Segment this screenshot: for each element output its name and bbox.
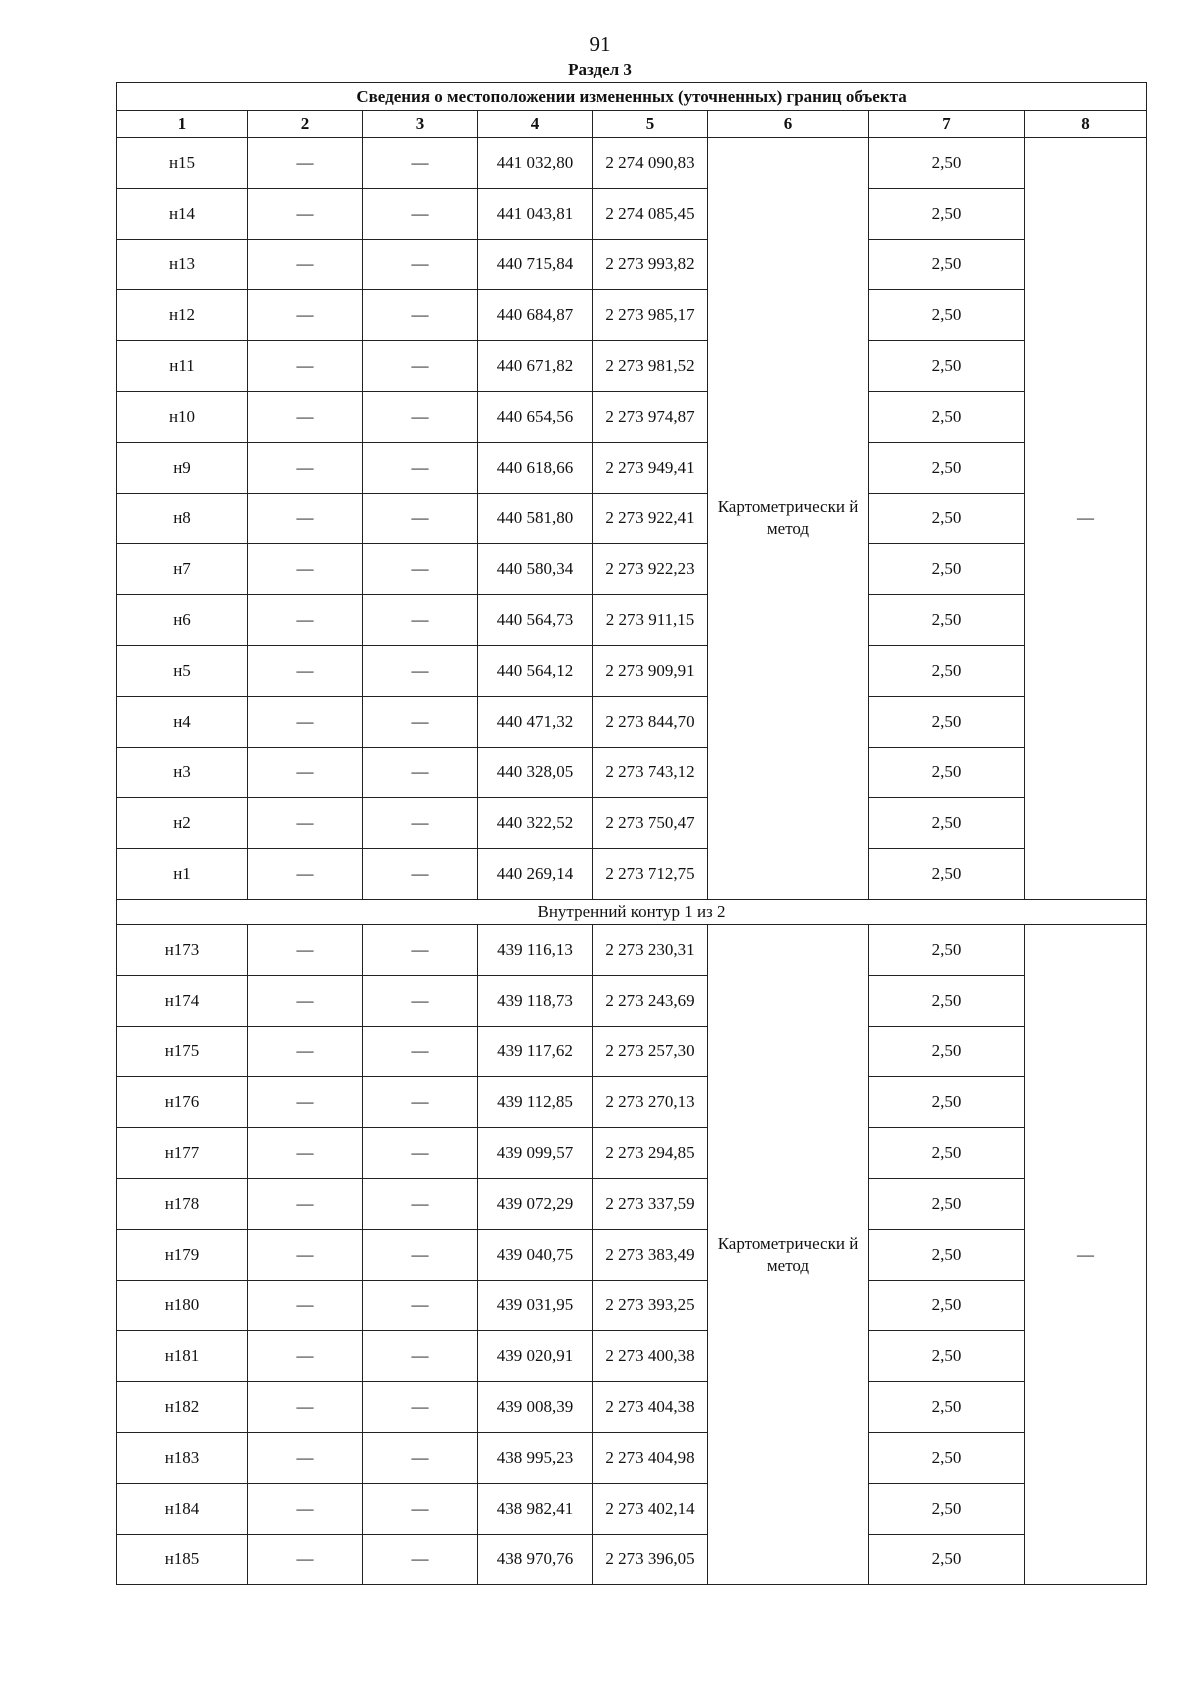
x-coordinate-cell: 439 072,29 (478, 1178, 593, 1229)
point-name-cell: н2 (117, 798, 248, 849)
column-number: 7 (869, 111, 1025, 138)
column-3-cell: — (363, 1483, 478, 1534)
point-name-cell: н185 (117, 1534, 248, 1585)
y-coordinate-cell: 2 273 294,85 (593, 1128, 708, 1179)
point-name-cell: н15 (117, 138, 248, 189)
column-3-cell: — (363, 849, 478, 900)
accuracy-cell: 2,50 (869, 849, 1025, 900)
table-row (117, 341, 1147, 392)
point-name-cell: н180 (117, 1280, 248, 1331)
point-name-cell: н7 (117, 544, 248, 595)
accuracy-cell: 2,50 (869, 1077, 1025, 1128)
point-name-cell: н13 (117, 239, 248, 290)
accuracy-cell: 2,50 (869, 645, 1025, 696)
y-coordinate-cell: 2 273 396,05 (593, 1534, 708, 1585)
x-coordinate-cell: 439 031,95 (478, 1280, 593, 1331)
y-coordinate-cell: 2 273 393,25 (593, 1280, 708, 1331)
column-3-cell: — (363, 975, 478, 1026)
column-number: 3 (363, 111, 478, 138)
table-row (117, 1483, 1147, 1534)
accuracy-cell: 2,50 (869, 493, 1025, 544)
accuracy-cell: 2,50 (869, 798, 1025, 849)
y-coordinate-cell: 2 273 844,70 (593, 696, 708, 747)
accuracy-cell: 2,50 (869, 290, 1025, 341)
x-coordinate-cell: 440 715,84 (478, 239, 593, 290)
accuracy-cell: 2,50 (869, 595, 1025, 646)
x-coordinate-cell: 439 040,75 (478, 1229, 593, 1280)
column-2-cell: — (248, 1026, 363, 1077)
table-row (117, 138, 1147, 189)
column-3-cell: — (363, 1229, 478, 1280)
x-coordinate-cell: 439 008,39 (478, 1382, 593, 1433)
point-name-cell: н175 (117, 1026, 248, 1077)
point-name-cell: н174 (117, 975, 248, 1026)
y-coordinate-cell: 2 273 257,30 (593, 1026, 708, 1077)
table-row (117, 1331, 1147, 1382)
point-name-cell: н11 (117, 341, 248, 392)
accuracy-cell: 2,50 (869, 1331, 1025, 1382)
table-row (117, 493, 1147, 544)
y-coordinate-cell: 2 273 922,23 (593, 544, 708, 595)
column-3-cell: — (363, 924, 478, 975)
accuracy-cell: 2,50 (869, 747, 1025, 798)
y-coordinate-cell: 2 273 750,47 (593, 798, 708, 849)
column-3-cell: — (363, 290, 478, 341)
column-2-cell: — (248, 391, 363, 442)
y-coordinate-cell: 2 274 085,45 (593, 188, 708, 239)
column-3-cell: — (363, 442, 478, 493)
accuracy-cell: 2,50 (869, 1178, 1025, 1229)
column-2-cell: — (248, 1280, 363, 1331)
point-name-cell: н12 (117, 290, 248, 341)
table-row (117, 595, 1147, 646)
table-row (117, 645, 1147, 696)
point-name-cell: н1 (117, 849, 248, 900)
x-coordinate-cell: 440 564,73 (478, 595, 593, 646)
table-row (117, 1178, 1147, 1229)
column-3-cell: — (363, 798, 478, 849)
column-2-cell: — (248, 138, 363, 189)
y-coordinate-cell: 2 273 404,98 (593, 1432, 708, 1483)
table-row (117, 1026, 1147, 1077)
point-name-cell: н10 (117, 391, 248, 442)
y-coordinate-cell: 2 273 911,15 (593, 595, 708, 646)
column-2-cell: — (248, 239, 363, 290)
x-coordinate-cell: 440 580,34 (478, 544, 593, 595)
point-name-cell: н176 (117, 1077, 248, 1128)
column-2-cell: — (248, 188, 363, 239)
column-3-cell: — (363, 341, 478, 392)
section-title: Раздел 3 (568, 60, 632, 79)
y-coordinate-cell: 2 273 383,49 (593, 1229, 708, 1280)
method-cell: Картометрически й метод (708, 924, 869, 1584)
point-name-cell: н6 (117, 595, 248, 646)
y-coordinate-cell: 2 273 230,31 (593, 924, 708, 975)
accuracy-cell: 2,50 (869, 188, 1025, 239)
table-row (117, 696, 1147, 747)
column-3-cell: — (363, 391, 478, 442)
accuracy-cell: 2,50 (869, 1534, 1025, 1585)
column-2-cell: — (248, 1128, 363, 1179)
column-2-cell: — (248, 747, 363, 798)
table-row (117, 798, 1147, 849)
column-3-cell: — (363, 1382, 478, 1433)
column-2-cell: — (248, 341, 363, 392)
table-body (117, 138, 1147, 1585)
column-2-cell: — (248, 595, 363, 646)
x-coordinate-cell: 440 684,87 (478, 290, 593, 341)
column-2-cell: — (248, 1229, 363, 1280)
y-coordinate-cell: 2 273 400,38 (593, 1331, 708, 1382)
y-coordinate-cell: 2 273 949,41 (593, 442, 708, 493)
table-row (117, 924, 1147, 975)
y-coordinate-cell: 2 273 712,75 (593, 849, 708, 900)
column-2-cell: — (248, 1331, 363, 1382)
contour-label: Внутренний контур 1 из 2 (117, 899, 1147, 924)
table-row (117, 239, 1147, 290)
column-3-cell: — (363, 595, 478, 646)
table-row (117, 544, 1147, 595)
column-3-cell: — (363, 493, 478, 544)
column-2-cell: — (248, 645, 363, 696)
column-number: 2 (248, 111, 363, 138)
column-2-cell: — (248, 1178, 363, 1229)
column-number: 4 (478, 111, 593, 138)
x-coordinate-cell: 438 995,23 (478, 1432, 593, 1483)
y-coordinate-cell: 2 273 993,82 (593, 239, 708, 290)
column-2-cell: — (248, 924, 363, 975)
y-coordinate-cell: 2 273 981,52 (593, 341, 708, 392)
x-coordinate-cell: 439 020,91 (478, 1331, 593, 1382)
table-row (117, 975, 1147, 1026)
table-row (117, 1280, 1147, 1331)
accuracy-cell: 2,50 (869, 1483, 1025, 1534)
point-name-cell: н5 (117, 645, 248, 696)
column-3-cell: — (363, 1077, 478, 1128)
column-3-cell: — (363, 239, 478, 290)
point-name-cell: н181 (117, 1331, 248, 1382)
point-name-cell: н3 (117, 747, 248, 798)
x-coordinate-cell: 440 671,82 (478, 341, 593, 392)
point-name-cell: н9 (117, 442, 248, 493)
accuracy-cell: 2,50 (869, 391, 1025, 442)
x-coordinate-cell: 440 654,56 (478, 391, 593, 442)
column-3-cell: — (363, 1026, 478, 1077)
accuracy-cell: 2,50 (869, 924, 1025, 975)
column-2-cell: — (248, 1432, 363, 1483)
column-2-cell: — (248, 798, 363, 849)
column-3-cell: — (363, 1534, 478, 1585)
column-number: 8 (1025, 111, 1147, 138)
y-coordinate-cell: 2 273 909,91 (593, 645, 708, 696)
accuracy-cell: 2,50 (869, 1280, 1025, 1331)
x-coordinate-cell: 440 581,80 (478, 493, 593, 544)
x-coordinate-cell: 440 269,14 (478, 849, 593, 900)
accuracy-cell: 2,50 (869, 1382, 1025, 1433)
y-coordinate-cell: 2 273 985,17 (593, 290, 708, 341)
table-row (117, 1077, 1147, 1128)
x-coordinate-cell: 438 982,41 (478, 1483, 593, 1534)
column-2-cell: — (248, 493, 363, 544)
method-cell: Картометрически й метод (708, 138, 869, 900)
column-2-cell: — (248, 1077, 363, 1128)
x-coordinate-cell: 439 118,73 (478, 975, 593, 1026)
accuracy-cell: 2,50 (869, 138, 1025, 189)
point-name-cell: н4 (117, 696, 248, 747)
table-row (117, 391, 1147, 442)
y-coordinate-cell: 2 273 402,14 (593, 1483, 708, 1534)
x-coordinate-cell: 439 116,13 (478, 924, 593, 975)
column-8-cell: — (1025, 924, 1147, 1584)
column-3-cell: — (363, 696, 478, 747)
column-2-cell: — (248, 975, 363, 1026)
column-2-cell: — (248, 442, 363, 493)
y-coordinate-cell: 2 273 404,38 (593, 1382, 708, 1433)
point-name-cell: н183 (117, 1432, 248, 1483)
y-coordinate-cell: 2 273 270,13 (593, 1077, 708, 1128)
column-2-cell: — (248, 1534, 363, 1585)
x-coordinate-cell: 441 043,81 (478, 188, 593, 239)
column-number: 1 (117, 111, 248, 138)
x-coordinate-cell: 440 328,05 (478, 747, 593, 798)
y-coordinate-cell: 2 273 243,69 (593, 975, 708, 1026)
column-3-cell: — (363, 645, 478, 696)
accuracy-cell: 2,50 (869, 1128, 1025, 1179)
accuracy-cell: 2,50 (869, 696, 1025, 747)
point-name-cell: н177 (117, 1128, 248, 1179)
point-name-cell: н8 (117, 493, 248, 544)
x-coordinate-cell: 440 564,12 (478, 645, 593, 696)
point-name-cell: н173 (117, 924, 248, 975)
accuracy-cell: 2,50 (869, 1026, 1025, 1077)
column-2-cell: — (248, 696, 363, 747)
column-2-cell: — (248, 290, 363, 341)
column-3-cell: — (363, 544, 478, 595)
column-3-cell: — (363, 1280, 478, 1331)
column-3-cell: — (363, 1178, 478, 1229)
table-row (117, 290, 1147, 341)
accuracy-cell: 2,50 (869, 239, 1025, 290)
column-3-cell: — (363, 1128, 478, 1179)
x-coordinate-cell: 439 099,57 (478, 1128, 593, 1179)
table-row (117, 1229, 1147, 1280)
table-row (117, 747, 1147, 798)
contour-label-row (117, 899, 1147, 924)
accuracy-cell: 2,50 (869, 442, 1025, 493)
column-3-cell: — (363, 138, 478, 189)
point-name-cell: н14 (117, 188, 248, 239)
x-coordinate-cell: 441 032,80 (478, 138, 593, 189)
point-name-cell: н178 (117, 1178, 248, 1229)
accuracy-cell: 2,50 (869, 341, 1025, 392)
column-3-cell: — (363, 1432, 478, 1483)
table-caption: Сведения о местоположении измененных (уточненных) границ объекта (117, 83, 1147, 111)
column-2-cell: — (248, 544, 363, 595)
x-coordinate-cell: 440 618,66 (478, 442, 593, 493)
column-number: 5 (593, 111, 708, 138)
x-coordinate-cell: 440 471,32 (478, 696, 593, 747)
column-number: 6 (708, 111, 869, 138)
y-coordinate-cell: 2 273 974,87 (593, 391, 708, 442)
y-coordinate-cell: 2 273 743,12 (593, 747, 708, 798)
column-3-cell: — (363, 747, 478, 798)
accuracy-cell: 2,50 (869, 975, 1025, 1026)
x-coordinate-cell: 438 970,76 (478, 1534, 593, 1585)
x-coordinate-cell: 439 112,85 (478, 1077, 593, 1128)
point-name-cell: н182 (117, 1382, 248, 1433)
y-coordinate-cell: 2 273 922,41 (593, 493, 708, 544)
table-row (117, 1128, 1147, 1179)
point-name-cell: н179 (117, 1229, 248, 1280)
accuracy-cell: 2,50 (869, 1229, 1025, 1280)
column-2-cell: — (248, 1382, 363, 1433)
x-coordinate-cell: 440 322,52 (478, 798, 593, 849)
table-row (117, 1382, 1147, 1433)
boundary-coordinates-table (116, 82, 1147, 1585)
table-row (117, 188, 1147, 239)
table-row (117, 1432, 1147, 1483)
y-coordinate-cell: 2 273 337,59 (593, 1178, 708, 1229)
column-3-cell: — (363, 188, 478, 239)
column-2-cell: — (248, 849, 363, 900)
accuracy-cell: 2,50 (869, 544, 1025, 595)
x-coordinate-cell: 439 117,62 (478, 1026, 593, 1077)
table-row (117, 849, 1147, 900)
table-row (117, 442, 1147, 493)
column-8-cell: — (1025, 138, 1147, 900)
y-coordinate-cell: 2 274 090,83 (593, 138, 708, 189)
column-2-cell: — (248, 1483, 363, 1534)
page-number: 91 (589, 32, 611, 56)
column-3-cell: — (363, 1331, 478, 1382)
point-name-cell: н184 (117, 1483, 248, 1534)
table-row (117, 1534, 1147, 1585)
accuracy-cell: 2,50 (869, 1432, 1025, 1483)
